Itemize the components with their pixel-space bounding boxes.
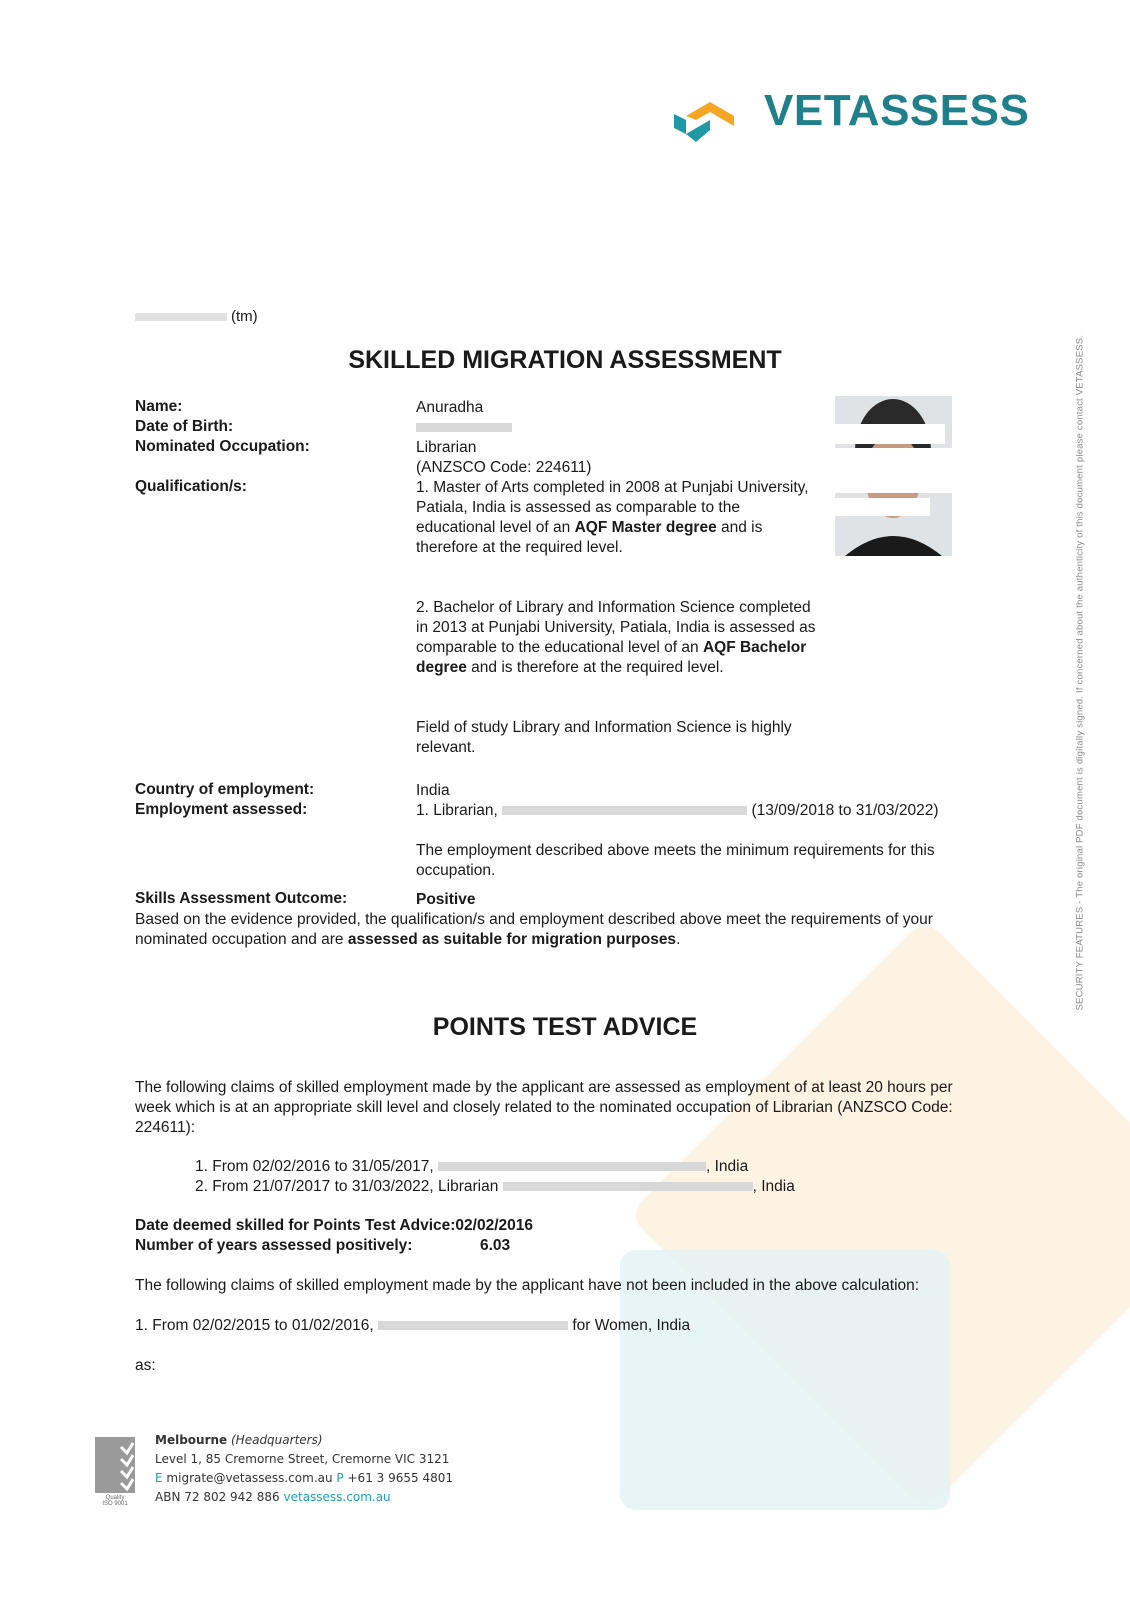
redacted-claim-2 bbox=[503, 1182, 753, 1191]
quality-label: Quality bbox=[105, 1495, 125, 1501]
date-deemed: Date deemed skilled for Points Test Advice:02/02/2016 bbox=[135, 1217, 533, 1234]
qualification-1: 1. Master of Arts completed in 2008 at Punjabi University, Patiala, India is assessed as comparable to the educational level of an AQF Master degree and is therefore at the required level. bbox=[416, 479, 809, 556]
footer-email[interactable]: migrate@vetassess.com.au bbox=[166, 1471, 333, 1485]
anzsco-code: (ANZSCO Code: 224611) bbox=[416, 459, 592, 476]
country-label: Country of employment: bbox=[135, 781, 315, 798]
dob-label: Date of Birth: bbox=[135, 418, 234, 435]
employment-note: The employment described above meets the minimum requirements for this occupation. bbox=[416, 842, 935, 879]
page-title: SKILLED MIGRATION ASSESSMENT bbox=[348, 346, 782, 374]
redacted-reference bbox=[135, 313, 227, 321]
security-features-text: SECURITY FEATURES - The original PDF document is digitally signed. If concerned about the authenticity of this document please contact VETASSESS. bbox=[1074, 334, 1086, 1011]
employment-label: Employment assessed: bbox=[135, 801, 308, 818]
footer-website-link[interactable]: vetassess.com.au bbox=[283, 1490, 391, 1504]
redacted-dob bbox=[416, 423, 512, 432]
excluded-intro: The following claims of skilled employment made by the applicant have not been included in the above calculation: bbox=[135, 1277, 920, 1294]
points-intro: The following claims of skilled employment made by the applicant are assessed as employment of at least 20 hours per week which is at an appropriate skill level and closely related to the nominated occupation of Librarian (ANZSCO Code: 224611): bbox=[135, 1079, 953, 1136]
years-value: 6.03 bbox=[480, 1237, 511, 1254]
outcome-value: Positive bbox=[416, 891, 476, 908]
name-label: Name: bbox=[135, 398, 183, 415]
logo-text: VETASSESS bbox=[764, 86, 1030, 135]
reference-suffix: (tm) bbox=[231, 308, 258, 325]
footer-abn: ABN 72 802 942 886 bbox=[155, 1490, 280, 1504]
vetassess-logo-mark bbox=[672, 80, 750, 146]
iso-quality-badge bbox=[95, 1437, 135, 1517]
field-of-study: Field of study Library and Information Science is highly relevant. bbox=[416, 719, 792, 756]
years-label: Number of years assessed positively: bbox=[135, 1237, 413, 1254]
points-claim-2: 2. From 21/07/2017 to 31/03/2022, Librarian , India bbox=[195, 1178, 795, 1195]
excluded-claim-1: 1. From 02/02/2015 to 01/02/2016, for Women, India bbox=[135, 1317, 691, 1334]
footer-office-note: (Headquarters) bbox=[231, 1433, 323, 1447]
points-title: POINTS TEST ADVICE bbox=[432, 1013, 698, 1041]
country-value: India bbox=[416, 782, 450, 799]
reference-number bbox=[135, 308, 258, 325]
applicant-photo bbox=[835, 396, 952, 556]
footer-address: Level 1, 85 Cremorne Street, Cremorne VIC 3121 bbox=[155, 1452, 450, 1466]
occupation-label: Nominated Occupation: bbox=[135, 438, 310, 455]
as-text: as: bbox=[135, 1357, 156, 1374]
footer-phone: +61 3 9655 4801 bbox=[347, 1471, 453, 1485]
occupation-value: Librarian bbox=[416, 439, 477, 456]
iso-label: ISO 9001 bbox=[102, 1501, 128, 1507]
outcome-statement: Based on the evidence provided, the qualification/s and employment described above meet the requirements of your nominated occupation and are assessed as suitable for migration purposes. bbox=[135, 911, 933, 948]
footer-contact: Melbourne (Headquarters) Level 1, 85 Cremorne Street, Cremorne VIC 3121 E migrate@vetassess.com.au P +61 3 9655 4801 ABN 72 802 942 886 vetassess.com.au bbox=[155, 1433, 453, 1504]
qualification-label: Qualification/s: bbox=[135, 478, 247, 495]
redacted-excluded-1 bbox=[378, 1321, 568, 1330]
points-claim-1: 1. From 02/02/2016 to 31/05/2017, , India bbox=[195, 1158, 749, 1175]
redacted-employer bbox=[502, 806, 747, 815]
employment-assessed: 1. Librarian, (13/09/2018 to 31/03/2022) bbox=[416, 802, 939, 819]
dob-value bbox=[416, 418, 512, 438]
qualification-2: 2. Bachelor of Library and Information Science completed in 2013 at Punjabi University, Patiala, India is assessed as comparable to the educational level of an AQF Bachelor degree and is therefore at the required level. bbox=[416, 599, 816, 676]
outcome-label: Skills Assessment Outcome: bbox=[135, 890, 348, 907]
redacted-claim-1 bbox=[438, 1162, 706, 1171]
name-value: Anuradha bbox=[416, 399, 484, 416]
footer-office: Melbourne bbox=[155, 1433, 228, 1447]
